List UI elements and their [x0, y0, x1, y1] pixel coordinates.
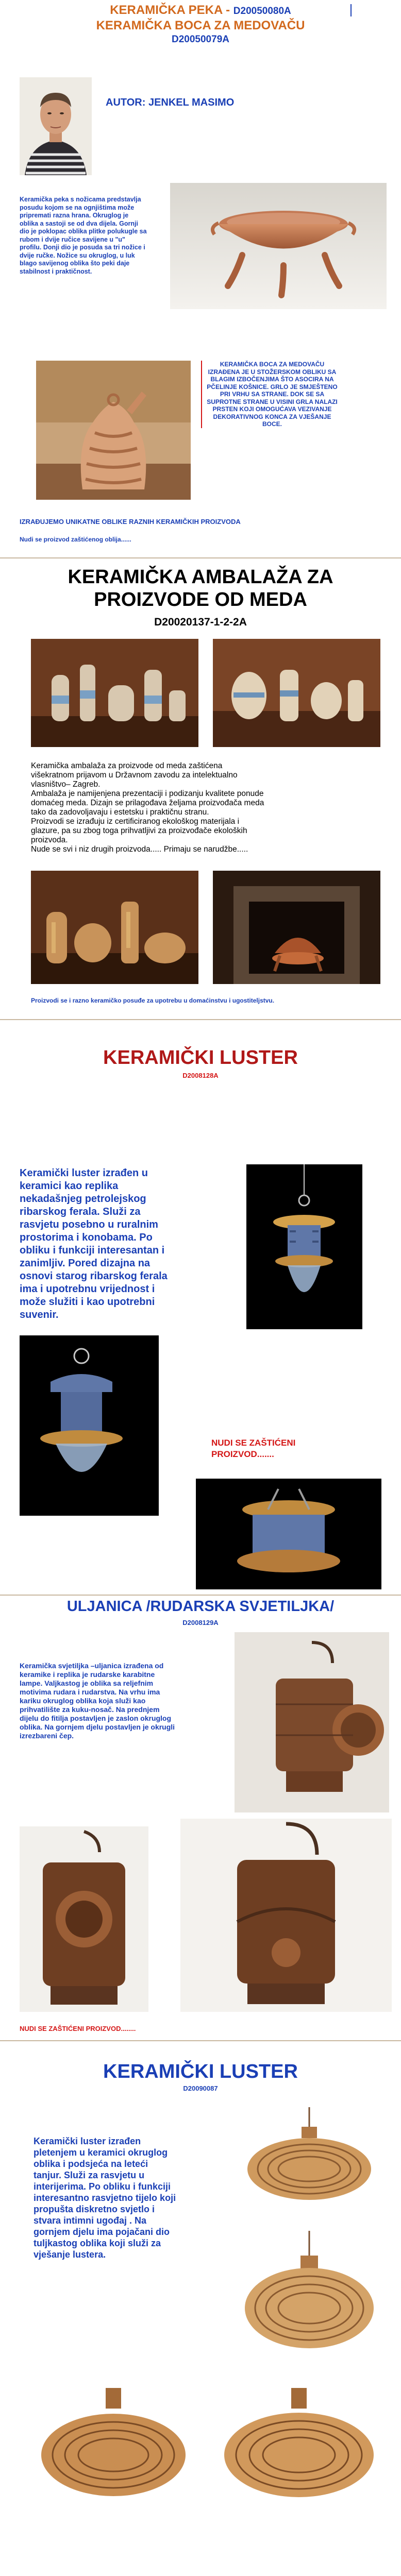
uljanica-protected: NUDI SE ZAŠTIĆENI PROIZVOD........: [20, 2025, 136, 2032]
uljanica-photo-1: [235, 1632, 389, 1812]
code-boca: D20050079A: [172, 34, 229, 45]
ambalaza-desc-line: Ambalaža je namijenjena prezentaciji i podizanju kvalitete ponude: [31, 789, 264, 798]
peka-photo: [170, 183, 387, 309]
luster1-photo-3: [196, 1479, 381, 1589]
title-peka: KERAMIČKA PEKA -: [110, 3, 233, 17]
luster2-photo-2: [235, 2231, 384, 2360]
separator-2: [0, 1019, 401, 1020]
luster2-photo-1: [235, 2107, 384, 2215]
boca-box: [201, 361, 339, 428]
ambalaza-title-line2: PROIZVODE OD MEDA: [94, 589, 307, 611]
ambalaza-photo-4: [213, 871, 380, 984]
luster2-description: Keramički luster izrađen pletenjem u keramici okruglog oblika i podsjeća na leteći tanjur. Služi za rasvjetu u interijerima. Po obliku i funkciji interesantno rasvjetno tijelo koji propušta diskretno svjetlo i stvara intimni ugođaj . Na gornjem djelu ima pojačani dio tuljkastog oblika koji služi za vješanje lustera.: [34, 2136, 176, 2260]
luster1-code: D2008128A: [182, 1072, 219, 1079]
luster1-title: KERAMIČKI LUSTER: [103, 1047, 298, 1069]
code-peka: D20050080A: [233, 6, 291, 16]
luster2-code: D20090087: [183, 2084, 218, 2092]
luster2-photo-3: [34, 2378, 193, 2512]
author-name: AUTOR: JENKEL MASIMO: [106, 97, 235, 108]
uljanica-description: Keramička svjetiljka –uljanica izrađena od keramike i replika je rudarske karabitne lampe. Valjkastog je oblika sa reljefnim motivima rudara i rudarstva. Na vrhu ima kariku okruglog oblika koja služi kao prihvatilište za kuku-nosač. Na prednjem dijelu do fitilja postavljen je zaslon okruglog oblika. Na gornjem djelu postavljen je okrugli izrezbareni čep.: [20, 1662, 175, 1740]
uljanica-title: ULJANICA /RUDARSKA SVJETILJKA/: [66, 1598, 335, 1615]
uljanica-code: D2008129A: [182, 1619, 219, 1626]
ambalaza-footer: Proizvodi se i razno keramičko posuđe za upotrebu u domaćinstvu i ugostiteljstvu.: [31, 997, 275, 1004]
ambalaza-desc-line: Nude se svi i niz drugih proizvoda..... Primaju se narudžbe.....: [31, 845, 248, 854]
ambalaza-desc-line: tako da zadovoljavaju i estetsku i praktičnu stranu.: [31, 808, 209, 817]
uljanica-photo-3: [180, 1819, 392, 2012]
boca-photo: [36, 361, 191, 500]
unique-products-text: IZRAĐUJEMO UNIKATNE OBLIKE RAZNIH KERAMIČKIH PROIZVODA: [20, 518, 241, 526]
luster2-title: KERAMIČKI LUSTER: [103, 2061, 298, 2082]
author-photo: [20, 77, 92, 175]
ambalaza-desc-line: glazure, pa su zbog toga prihvatljivi za proizvođače ekoloških: [31, 826, 247, 835]
ambalaza-desc-line: vlasništvo– Zagreb.: [31, 780, 101, 789]
luster1-photo-2: [20, 1335, 159, 1516]
luster1-description: Keramički luster izrađen u keramici kao replika nekadašnjeg petrolejskog ribarskog ferala. Služi za rasvjetu posebno u ruralnim prostorima i konobama. Po obliku i funkciji interesantan i zanimljiv. Pored dizajna na osnovi starog ribarskog ferala ima i upotrebnu vrijednost i može služiti i kao upotrebni suvenir.: [20, 1167, 168, 1320]
ambalaza-desc-line: proizvoda.: [31, 836, 68, 844]
section1-title: [0, 3, 401, 19]
luster2-photo-4: [216, 2378, 381, 2512]
separator-4: [0, 2040, 401, 2041]
ambalaza-desc-line: višekratnom prijavom u Državnom zavodu za intelektualno: [31, 771, 238, 779]
luster1-photo-1: [246, 1164, 362, 1329]
luster1-protected: NUDI SE ZAŠTIĆENI PROIZVOD.......: [211, 1438, 296, 1459]
ambalaza-photo-3: [31, 871, 198, 984]
protected-note: Nudi se proizvod zaštićenog oblija......: [20, 536, 131, 543]
ambalaza-desc-line: domaćeg meda. Dizajn se prilagođava željama proizvođača meda: [31, 799, 264, 807]
ambalaza-title-line1: KERAMIČKA AMBALAŽA ZA: [68, 566, 333, 588]
uljanica-photo-2: [20, 1826, 148, 2012]
ambalaza-description: [31, 761, 381, 854]
title-boca: KERAMIČKA BOCA ZA MEDOVAČU: [96, 19, 305, 32]
ambalaza-photo-2: [213, 639, 380, 747]
separator-3: [0, 1595, 401, 1596]
title-divider: [350, 4, 352, 16]
peka-description: Keramička peka s nožicama predstavlja posudu kojom se na ognjištima može pripremati razna hrana. Okruglog je oblika a sastoji se od dva dijela. Gornji dio je poklopac oblika plitke polukugle sa rubom i dvije ručice savijene u "u" profilu. Donji dio je posuda sa tri nožice i dvije ručke. Nožice su okruglog, u luk blago savijenog oblika što peki daje stabilnost i praktičnost.: [20, 196, 147, 275]
ambalaza-desc-line: Proizvodi se izrađuju iz certificiranog ekološkog materijala i: [31, 817, 240, 826]
ambalaza-code: D20020137-1-2-2A: [154, 616, 247, 628]
ambalaza-photo-1: [31, 639, 198, 747]
boca-description: KERAMIČKA BOCA ZA MEDOVAČU IZRAĐENA JE U STOŽERSKOM OBLIKU SA BLAGIM IZBOČENJIMA ŠTO ASOCIRA NA PČELINJE KOŠNICE. GRLO JE SMJEŠTENO PRI VRHU SA STRANE. DOK SE SA SUPROTNE STRANE U VISINI GRLA NALAZI PRSTEN KOJI OMOGUĆAVA VEZIVANJE DEKORATIVNOG KONCA ZA VJEŠANJE BOCE.: [207, 361, 338, 428]
ambalaza-desc-line: Keramička ambalaža za proizvode od meda zaštićena: [31, 761, 223, 770]
separator-1: [0, 557, 401, 558]
